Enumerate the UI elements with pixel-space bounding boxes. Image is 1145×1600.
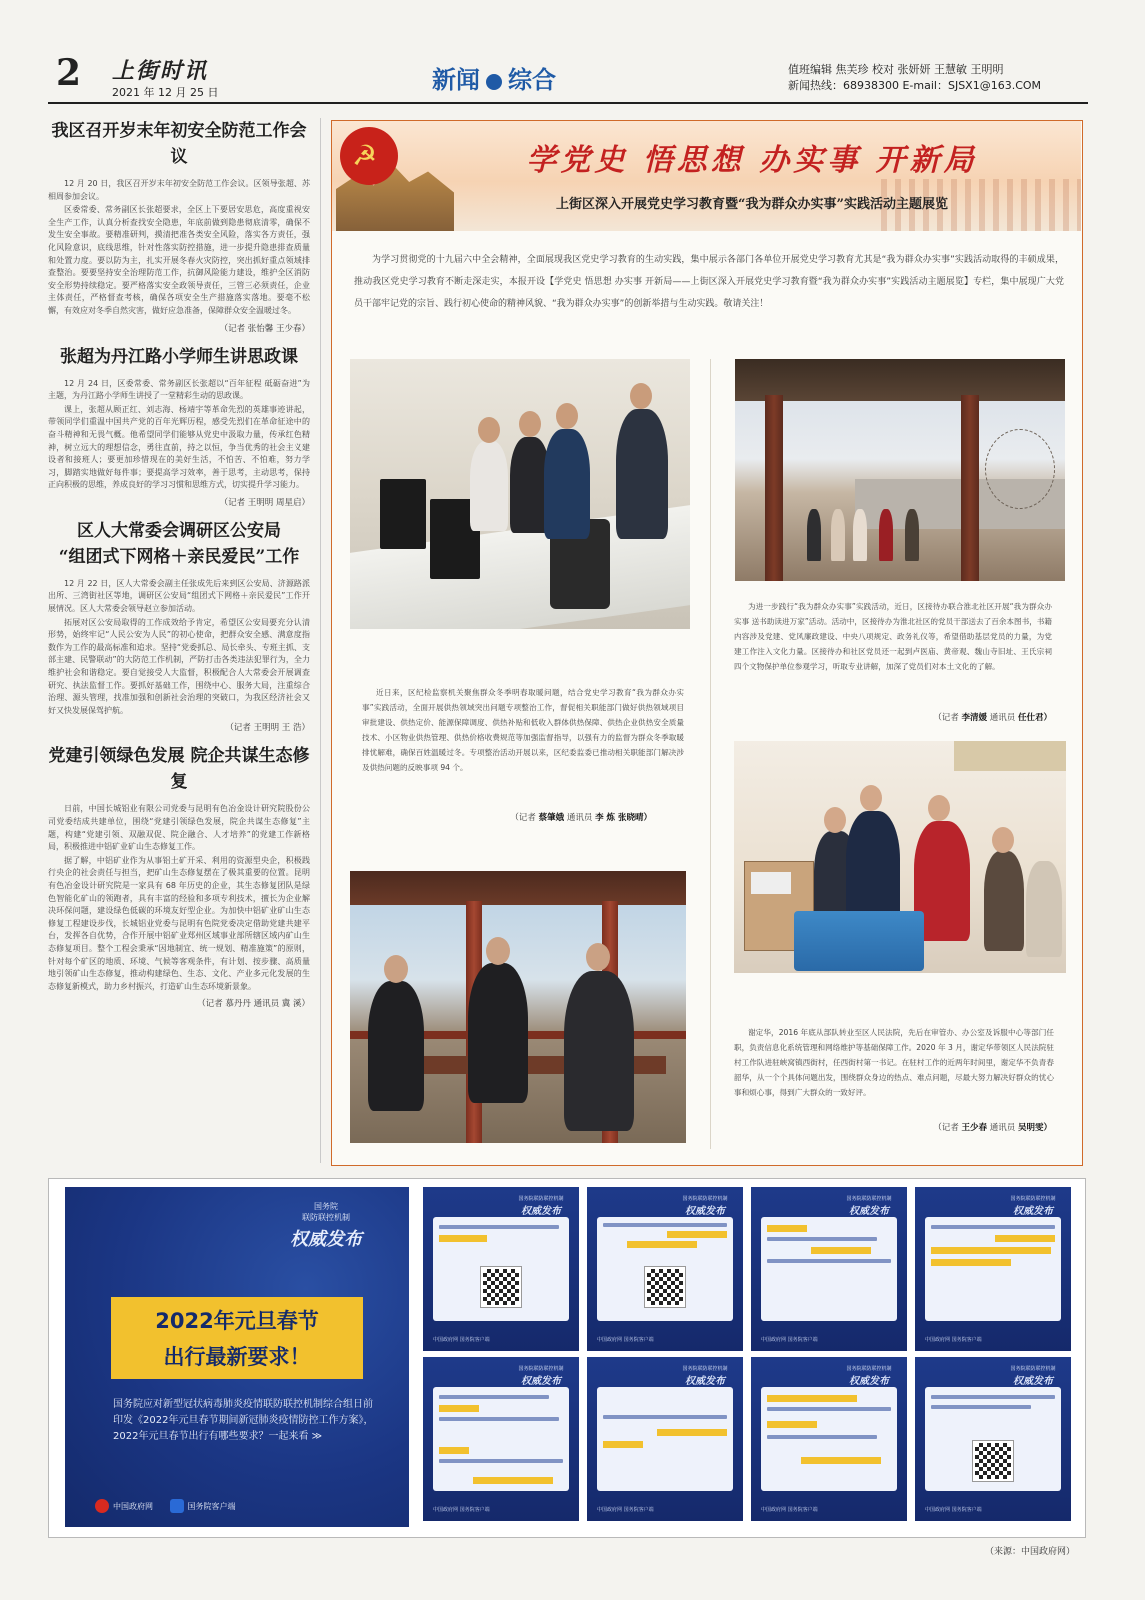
editor-line-2: 新闻热线：68938300 E-mail：SJSX1@163.COM (788, 79, 1042, 92)
photo-office-visit (350, 359, 690, 629)
article-police-survey (48, 518, 310, 734)
banner-subtitle: 上街区深入开展党史学习教育暨“我为群众办实事”实践活动主题展览 (556, 197, 948, 212)
info-card: 国务院联防联控机制 权威发布 中国政府网 国务院客户端 (751, 1357, 907, 1521)
feature-box (331, 120, 1083, 1166)
masthead-rule (48, 102, 1088, 104)
article-paragraph: 拓展对区公安局取得的工作成效给予肯定，希望区公安局要充分认清形势，始终牢记“人民公安为人民”的初心使命，把群众安全感、满意度指数作为工作的最高标准和追求。坚持“党委抓总、局长牵头、专班主抓、支部主建、民警联动”的大防范工作机制，严防打击各类违法犯罪行为，全力维护社会和谐稳定。要自觉接受人大监督，积极配合人大常委会开展调查研究、执法监督工作。要抓好基础工作，围绕中心、服务大局，注重综合治理、源头管理，找准加强和创新社会治理的突破口，为我区经济社会又好又快发展保驾护航。 (48, 617, 310, 715)
poster-header: 国务院 联防联控机制 权威发布 (290, 1202, 362, 1250)
article-title-line2: “组团式下网格＋亲民爱民”工作 (58, 546, 300, 567)
app-icon (170, 1499, 184, 1513)
article-paragraph: 课上，张超从顾正红、刘志海、杨靖宇等革命先烈的英雄事迹讲起，带领同学们重温中国共产党的百年光辉历程，感受先烈们在革命征途中的奋斗精神和无畏气概。他希望同学们能够从党史中汲取力量，传承红色精神，树立远大的理想信念，勇往直前，持之以恒，争当优秀的社会主义建设者和接班人；要更加珍惜现在的美好生活，不怕苦、不怕难，努力学习，脚踏实地做好每件事；要提高学习效率，善于思考，主动思考，保持正向积极的思维，养成良好的学习习惯和思维方式，切实提升学习能力。 (48, 404, 310, 490)
qr-code-icon (973, 1441, 1013, 1481)
article-body (48, 803, 310, 993)
paper-date: 2021 年 12 月 25 日 (112, 86, 219, 99)
article-paragraph: 12 月 22 日，区人大常委会副主任张成先后来到区公安局、济源路派出所、三湾街社区等地，调研区公安局“组团式下网格＋亲民爱民”工作开展情况。区人大常委会领导赵立参加活动。 (48, 578, 310, 614)
qr-code-icon (645, 1267, 685, 1307)
poster-footer: 中国政府网 国务院客户端 (95, 1499, 395, 1519)
left-column (48, 118, 310, 1166)
qr-code-icon (481, 1267, 521, 1307)
feature-banner (332, 121, 1081, 231)
section-title (432, 60, 556, 95)
article-title: 张超为丹江路小学师生讲思政课 (60, 346, 298, 367)
article-paragraph: 日前，中国长城铝业有限公司党委与昆明有色冶金设计研究院股份公司党委结成共建单位，围绕“党建引领绿色发展，院企共谋生态修复”主题，构建“党建引领、双融双促、院企融合、人才培养”的党建工作新格局，积极推进中铝矿业矿山生态修复工作。 (48, 804, 310, 852)
editor-info (788, 62, 1088, 94)
caption-credit: （记者 李清媛 通讯员 任仕君） (933, 713, 1052, 723)
party-emblem-icon: ☭ (340, 127, 398, 185)
caption-credit: （记者 蔡肇娥 通讯员 李 炼 张晓晴） (510, 813, 652, 823)
photo-heritage-visit (735, 359, 1065, 581)
info-card: 国务院联防联控机制 权威发布 中国政府网 国务院客户端 (915, 1187, 1071, 1351)
poster-title-2: 出行最新要求！ (163, 1345, 311, 1369)
article-credit: （记者 张怡馨 王少春） (219, 323, 310, 334)
article-paragraph: 12 月 24 日，区委常委、常务副区长张超以“百年征程 砥砺奋进”为主题，为丹江路小学师生讲授了一堂精彩生动的思政课。 (48, 378, 310, 401)
banner-title: 学党史 悟思想 办实事 开新局 (526, 143, 978, 178)
article-body (48, 578, 310, 718)
article-green-development (48, 743, 310, 1009)
info-card: 国务院联防联控机制 权威发布 中国政府网 国务院客户端 (423, 1187, 579, 1351)
info-card: 国务院联防联控机制 权威发布 中国政府网 国务院客户端 (587, 1187, 743, 1351)
poster-title-1: 2022年元旦春节 (155, 1309, 319, 1333)
caption-heating-supervision: 近日来，区纪检监察机关聚焦群众冬季明春取暖问题，结合党史学习教育“我为群众办实事”实践活动，全面开展供热领域突出问题专项整治工作，督促相关职能部门做好供热领域项目审批建设、供热定价、能源保障调度、供热补贴和低收入群体供热保障、供热企业供热安全质量技术、小区物业供热管理、供热价格收费规范等加强监督指导，以强有力的监督为群众冬季取暖排忧解难，确保百姓温暖过冬。专项整治活动开展以来，区纪委监委已推动相关职能部门解决涉及供热问题的反映事项 94 个。 (362, 688, 684, 772)
info-card: 国务院联防联控机制 权威发布 中国政府网 国务院客户端 (423, 1357, 579, 1521)
section-dot-icon (486, 74, 502, 90)
article-paragraph: 区委常委、常务副区长张超要求，全区上下要居安思危，高度重视安全生产工作，认真分析查找安全隐患，年底前做到隐患彻底清零，确保不发生安全事故。要精准研判，摸清把准各类安全风险，落实各方责任，强化风险意识，底线思维，针对性落实防控措施，进一步提升隐患排查质量和处置力度。要以防为主，扎实开展冬春火灾防控，突出抓好重点领域排查整治。要要坚持安全治理防范工作，抗御风险能力建设，维护全区消防安全形势持续稳定。要严格落实安全政领导责任，三管三必须责任，企业主体责任，严格督查考核，确保各项安全生产措施落实落地。要毫不松懈，有效应对冬季自然灾害，做好应急准备，保障群众安全温暖过冬。 (48, 205, 310, 315)
article-ideology-class (48, 344, 310, 508)
paper-name: 上街时讯 (112, 58, 209, 84)
article-body (48, 178, 310, 318)
feature-divider (710, 359, 711, 1149)
info-card: 国务院联防联控机制 权威发布 中国政府网 国务院客户端 (751, 1187, 907, 1351)
poster-main (65, 1187, 409, 1527)
section-right: 综合 (508, 65, 556, 94)
article-credit: （记者 慕丹丹 通讯员 冀 溪） (197, 999, 310, 1010)
article-paragraph: 12 月 20 日，我区召开岁末年初安全防范工作会议。区领导张超、苏相周参加会议。 (48, 179, 310, 201)
feature-intro: 为学习贯彻党的十九届六中全会精神，全面展现我区党史学习教育的生动实践，集中展示各部门各单位开展党史学习教育尤其是“我为群众办实事”实践活动取得的丰硕成果，推动我区党史学习教育不断走深走实，本报开设【学党史 悟思想 办实事 开新局——上街区深入开展党史学习教育暨“我为群众办实事”实践活动主题展览】专栏，集中展现广大党员干部牢记党的宗旨、践行初心使命的精神风貌、“我为群众办实事”的创新举措与生动实践。敬请关注！ (354, 255, 1064, 309)
masthead (48, 52, 1088, 100)
poster-title-block (111, 1297, 363, 1379)
section-left: 新闻 (432, 65, 480, 94)
article-paragraph: 据了解，中铝矿业作为从事铝土矿开采、利用的资源型央企，积极践行央企的社会责任与担当，把矿山生态修复摆在了极其重要的位置。昆明有色冶金设计研究院是一家具有 68 年历史的企业，其生态修复团队是绿色智能化矿山的领跑者，具有丰富的经验和多项专利技术，擅长为企业解决环保问题，建设绿色低碳的环境友好型企业。为加快中铝矿业矿山生态修复工程建设步伐，长城铝业党委与昆明有色院党委决定借助党建共建平台，发挥各自优势，合作开展中铝矿业郑州区域事业部所辖区域内矿山生态修复项目。整个工程会秉承“因地制宜、统一规划、精准施策”的原则，针对每个矿区的地质、环境、气候等客观条件，有计划、按步骤、高质量地引领矿山生态修复，推动构建绿色、生态、文化、产业多元化发展的生态修复新模式，助力乡村振兴，打造矿山生态环境新景象。 (48, 855, 310, 991)
photo-gift-distribution (734, 741, 1066, 973)
source-note: （来源：中国政府网） (984, 1547, 1075, 1557)
info-card: 国务院联防联控机制 权威发布 中国政府网 国务院客户端 (587, 1357, 743, 1521)
page-number: 2 (56, 52, 82, 94)
caption-book-donation: 为进一步践行“我为群众办实事”实践活动，近日，区接待办联合淮北社区开展“我为群众办实事 送书助读进万家”活动。活动中，区接待办为淮北社区的党员干部送去了百余本图书，书籍内容涉及党建、党风廉政建设、中央八项规定、政务礼仪等，希望借助基层党员的力量，为党建工作注入文化力量。区接待办和社区党员还一起到卢医庙、黄帝观、魏山寺旧址、王氏宗祠四个文物保护单位参观学习，听取专业讲解，加深了党员们对本土文化的了解。 (734, 602, 1052, 671)
article-title: 区人大常委会调研区公安局 (77, 520, 281, 541)
photo-village-cadre (350, 871, 686, 1143)
poster-text: 国务院应对新型冠状病毒肺炎疫情联防联控机制综合组日前印发《2022年元旦春节期间新冠肺炎疫情防控工作方案》，2022年元旦春节出行有哪些要求？一起来看 ≫ (113, 1399, 374, 1442)
caption-judge-village: 谢定华，2016 年底从部队转业至区人民法院，先后在审管办、办公室及诉服中心等部门任职，负责信息化系统管理和网络维护等基础保障工作。2020 年 3 月，谢定华带领区人民法院驻村工作队进驻峡窝镇西街村，任西街村第一书记。在驻村工作的近两年时间里，谢定华不负青春韶华，从一个个具体问题出发，围绕群众身边的热点、难点问题，尽最大努力解决好群众的忧心事和烦心事，得到广大群众的一致好评。 (734, 1028, 1054, 1097)
article-title: 党建引领绿色发展 院企共谋生态修复 (48, 746, 310, 793)
column-divider (320, 118, 321, 1163)
national-emblem-icon (95, 1499, 109, 1513)
article-safety-meeting (48, 118, 310, 334)
caption-credit: （记者 王少春 通讯员 吴明雯） (933, 1123, 1052, 1133)
travel-requirements-section (48, 1178, 1086, 1557)
info-card: 国务院联防联控机制 权威发布 中国政府网 国务院客户端 (915, 1357, 1071, 1521)
article-credit: （记者 王明明 王 浩） (225, 723, 310, 734)
article-title: 我区召开岁末年初安全防范工作会议 (51, 121, 307, 167)
article-body (48, 378, 310, 492)
editor-line-1: 值班编辑 焦芙珍 校对 张妍妍 王慧敏 王明明 (788, 63, 1004, 76)
article-credit: （记者 王明明 周星启） (219, 497, 310, 508)
